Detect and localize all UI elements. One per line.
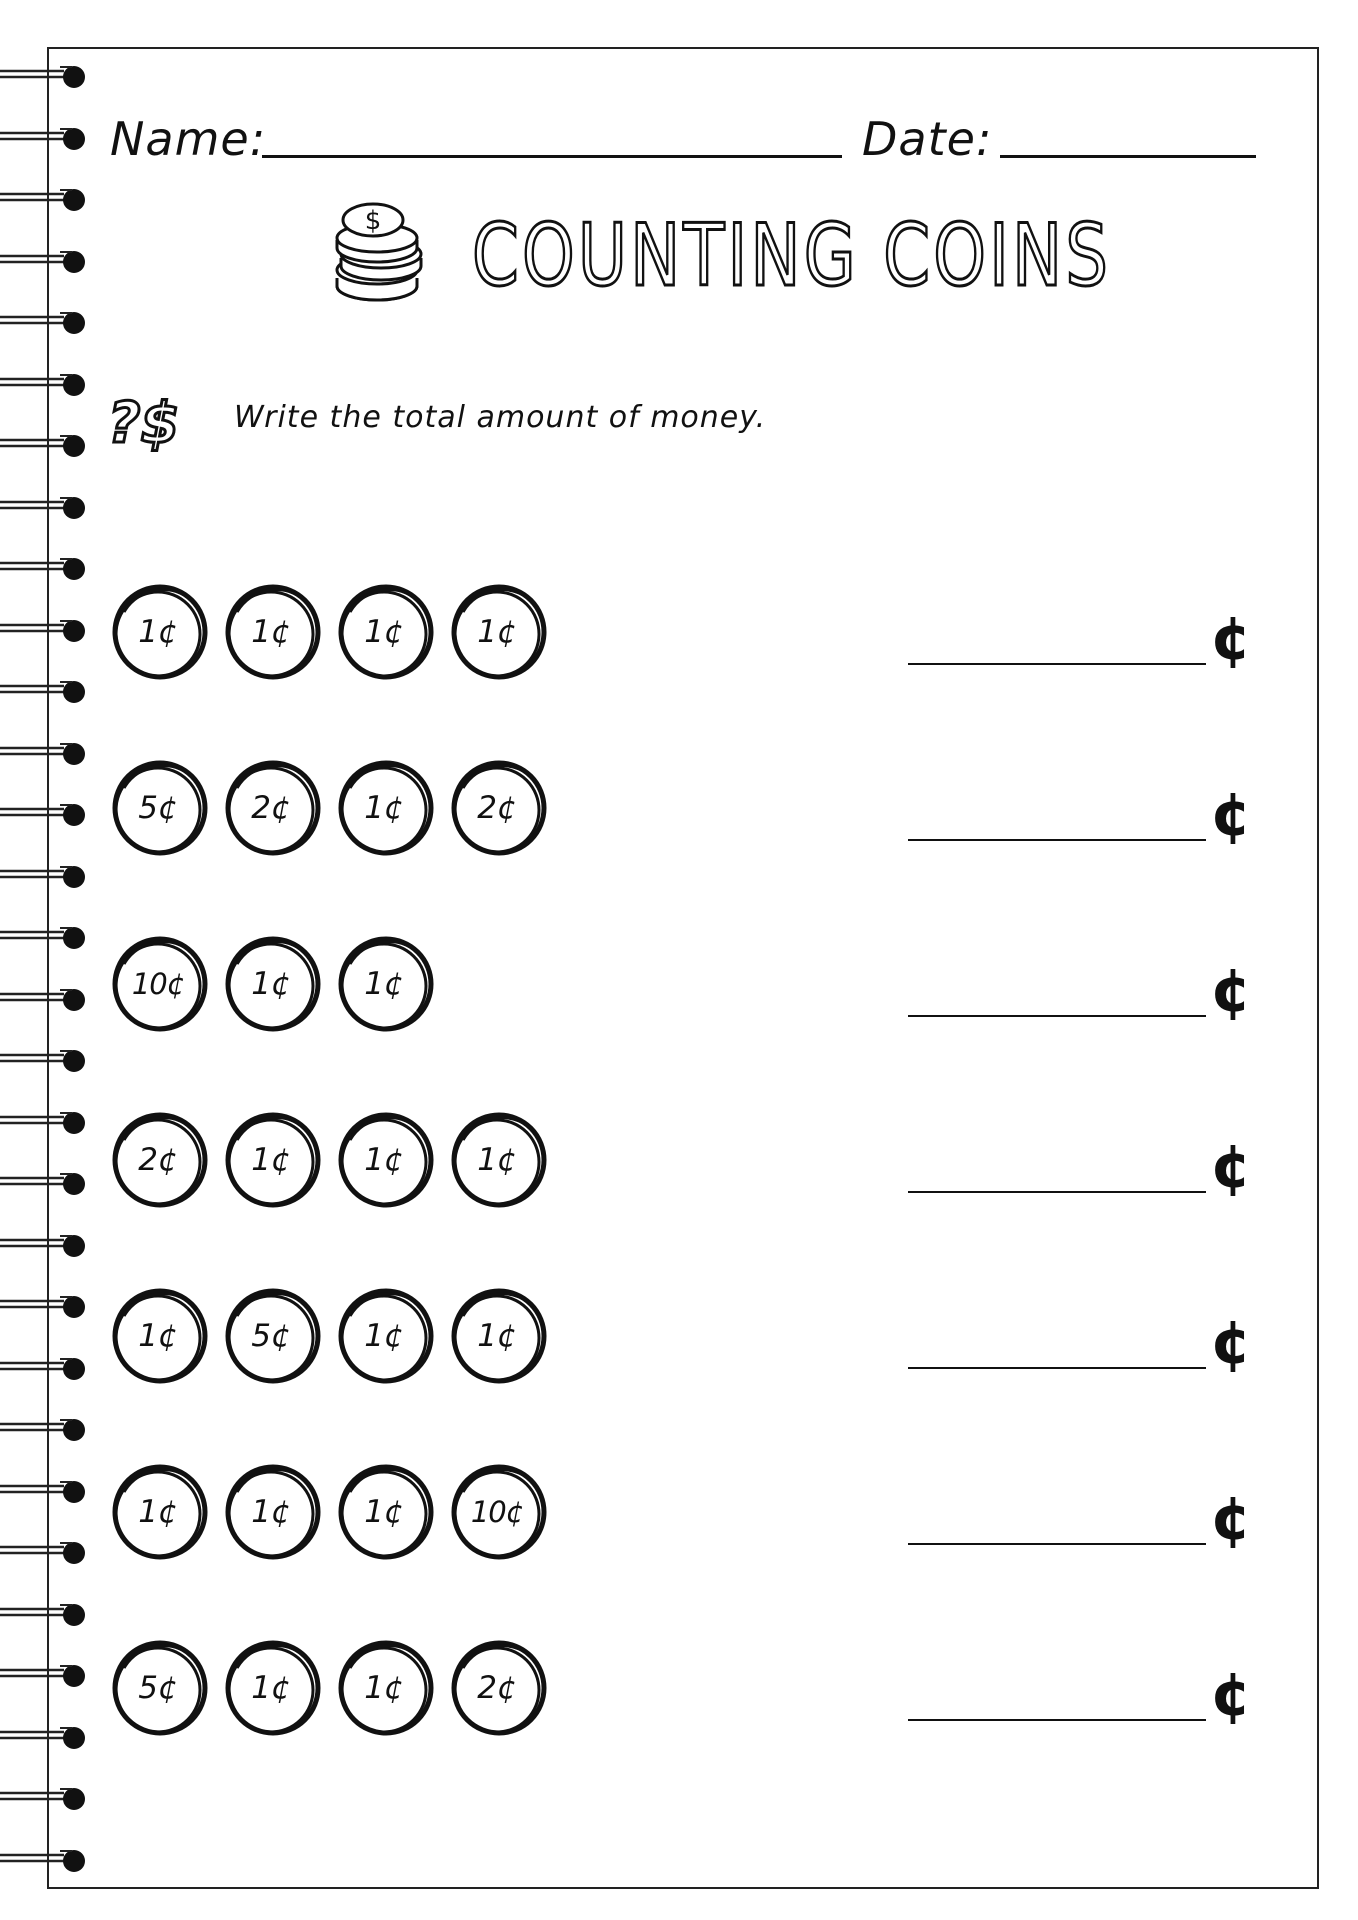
coin bbox=[447, 1286, 551, 1390]
coin-value: 1¢ bbox=[138, 1494, 178, 1530]
coin-value: 1¢ bbox=[364, 790, 404, 826]
name-field[interactable] bbox=[262, 155, 842, 158]
spiral-ring bbox=[0, 62, 88, 92]
spiral-ring bbox=[0, 1292, 88, 1322]
spiral-ring bbox=[0, 1046, 88, 1076]
spiral-ring bbox=[0, 1169, 88, 1199]
problem-row bbox=[100, 1462, 1260, 1582]
instruction-text: Write the total amount of money. bbox=[234, 400, 767, 435]
coin bbox=[221, 582, 325, 686]
answer-field[interactable] bbox=[908, 1015, 1206, 1017]
answer-field[interactable] bbox=[908, 1719, 1206, 1721]
spiral-ring bbox=[0, 985, 88, 1015]
coin-value: 1¢ bbox=[251, 1142, 291, 1178]
spiral-ring bbox=[0, 308, 88, 338]
spiral-ring bbox=[0, 1600, 88, 1630]
coin bbox=[221, 758, 325, 862]
spiral-ring bbox=[0, 1477, 88, 1507]
coin bbox=[108, 1110, 212, 1214]
coins-stack-icon bbox=[325, 198, 435, 310]
spiral-ring bbox=[0, 1354, 88, 1384]
coin bbox=[447, 758, 551, 862]
spiral-ring bbox=[0, 1846, 88, 1876]
cents-unit: ¢ bbox=[1210, 1132, 1252, 1202]
cents-unit: ¢ bbox=[1210, 780, 1252, 850]
coin-value: 1¢ bbox=[138, 1318, 178, 1354]
spiral-ring bbox=[0, 1108, 88, 1138]
coin-value: 1¢ bbox=[364, 1142, 404, 1178]
cents-unit: ¢ bbox=[1210, 1308, 1252, 1378]
coin-value: 1¢ bbox=[251, 614, 291, 650]
coin-value: 2¢ bbox=[477, 790, 517, 826]
answer-field[interactable] bbox=[908, 1367, 1206, 1369]
coin bbox=[447, 582, 551, 686]
spiral-ring bbox=[0, 1661, 88, 1691]
date-label: Date: bbox=[862, 112, 993, 166]
coin-value: 2¢ bbox=[477, 1670, 517, 1706]
coin-value: 1¢ bbox=[138, 614, 178, 650]
coin-value: 2¢ bbox=[138, 1142, 178, 1178]
coin-value: 1¢ bbox=[364, 966, 404, 1002]
answer-field[interactable] bbox=[908, 663, 1206, 665]
coin bbox=[334, 934, 438, 1038]
spiral-ring bbox=[0, 370, 88, 400]
coin bbox=[108, 1286, 212, 1390]
date-field[interactable] bbox=[1000, 155, 1256, 158]
question-money-symbols: ?$ bbox=[108, 391, 180, 452]
coin bbox=[447, 1638, 551, 1742]
question-money-icon bbox=[106, 388, 206, 452]
coin-value: 1¢ bbox=[364, 1670, 404, 1706]
coin-value: 1¢ bbox=[477, 1142, 517, 1178]
coin-value: 5¢ bbox=[138, 1670, 178, 1706]
answer-field[interactable] bbox=[908, 839, 1206, 841]
coin-value: 1¢ bbox=[364, 1494, 404, 1530]
coin bbox=[334, 1286, 438, 1390]
coin bbox=[221, 1462, 325, 1566]
problem-row bbox=[100, 1110, 1260, 1230]
cents-unit: ¢ bbox=[1210, 956, 1252, 1026]
coin-value: 1¢ bbox=[477, 614, 517, 650]
coin bbox=[447, 1110, 551, 1214]
coin bbox=[334, 1638, 438, 1742]
coin bbox=[108, 758, 212, 862]
coin bbox=[221, 1110, 325, 1214]
cents-unit: ¢ bbox=[1210, 604, 1252, 674]
spiral-ring bbox=[0, 1784, 88, 1814]
spiral-ring bbox=[0, 554, 88, 584]
spiral-ring bbox=[0, 1231, 88, 1261]
spiral-ring bbox=[0, 124, 88, 154]
coin-value: 1¢ bbox=[251, 966, 291, 1002]
spiral-ring bbox=[0, 1415, 88, 1445]
coin bbox=[334, 1110, 438, 1214]
coin-value: 1¢ bbox=[364, 614, 404, 650]
coin-value: 5¢ bbox=[138, 790, 178, 826]
coin-stack-symbol: $ bbox=[364, 206, 382, 236]
spiral-ring bbox=[0, 1723, 88, 1753]
page-title: COUNTING COINS bbox=[472, 206, 1112, 306]
spiral-ring bbox=[0, 862, 88, 892]
coin bbox=[334, 1462, 438, 1566]
problem-row bbox=[100, 1286, 1260, 1406]
problem-row bbox=[100, 934, 1260, 1054]
coin-value: 1¢ bbox=[251, 1494, 291, 1530]
coin-value: 10¢ bbox=[470, 1495, 524, 1529]
coin bbox=[334, 582, 438, 686]
coin bbox=[334, 758, 438, 862]
spiral-ring bbox=[0, 493, 88, 523]
spiral-ring bbox=[0, 185, 88, 215]
problem-row bbox=[100, 1638, 1260, 1758]
name-label: Name: bbox=[110, 112, 267, 166]
spiral-ring bbox=[0, 739, 88, 769]
coin bbox=[108, 1462, 212, 1566]
spiral-ring bbox=[0, 800, 88, 830]
coin bbox=[108, 934, 212, 1038]
coin bbox=[221, 1638, 325, 1742]
spiral-ring bbox=[0, 1538, 88, 1568]
coin bbox=[108, 582, 212, 686]
coin-value: 5¢ bbox=[251, 1318, 291, 1354]
spiral-ring bbox=[0, 431, 88, 461]
coin-value: 1¢ bbox=[477, 1318, 517, 1354]
spiral-ring bbox=[0, 247, 88, 277]
coin-value: 1¢ bbox=[364, 1318, 404, 1354]
cents-unit: ¢ bbox=[1210, 1484, 1252, 1554]
coin bbox=[447, 1462, 551, 1566]
spiral-ring bbox=[0, 923, 88, 953]
coin-value: 2¢ bbox=[251, 790, 291, 826]
spiral-binding bbox=[0, 0, 100, 1920]
coin-value: 1¢ bbox=[251, 1670, 291, 1706]
cents-unit: ¢ bbox=[1210, 1660, 1252, 1730]
problem-row bbox=[100, 582, 1260, 702]
coin bbox=[108, 1638, 212, 1742]
coin-value: 10¢ bbox=[131, 967, 185, 1001]
problem-row bbox=[100, 758, 1260, 878]
coin bbox=[221, 934, 325, 1038]
answer-field[interactable] bbox=[908, 1543, 1206, 1545]
spiral-ring bbox=[0, 616, 88, 646]
spiral-ring bbox=[0, 677, 88, 707]
answer-field[interactable] bbox=[908, 1191, 1206, 1193]
coin bbox=[221, 1286, 325, 1390]
